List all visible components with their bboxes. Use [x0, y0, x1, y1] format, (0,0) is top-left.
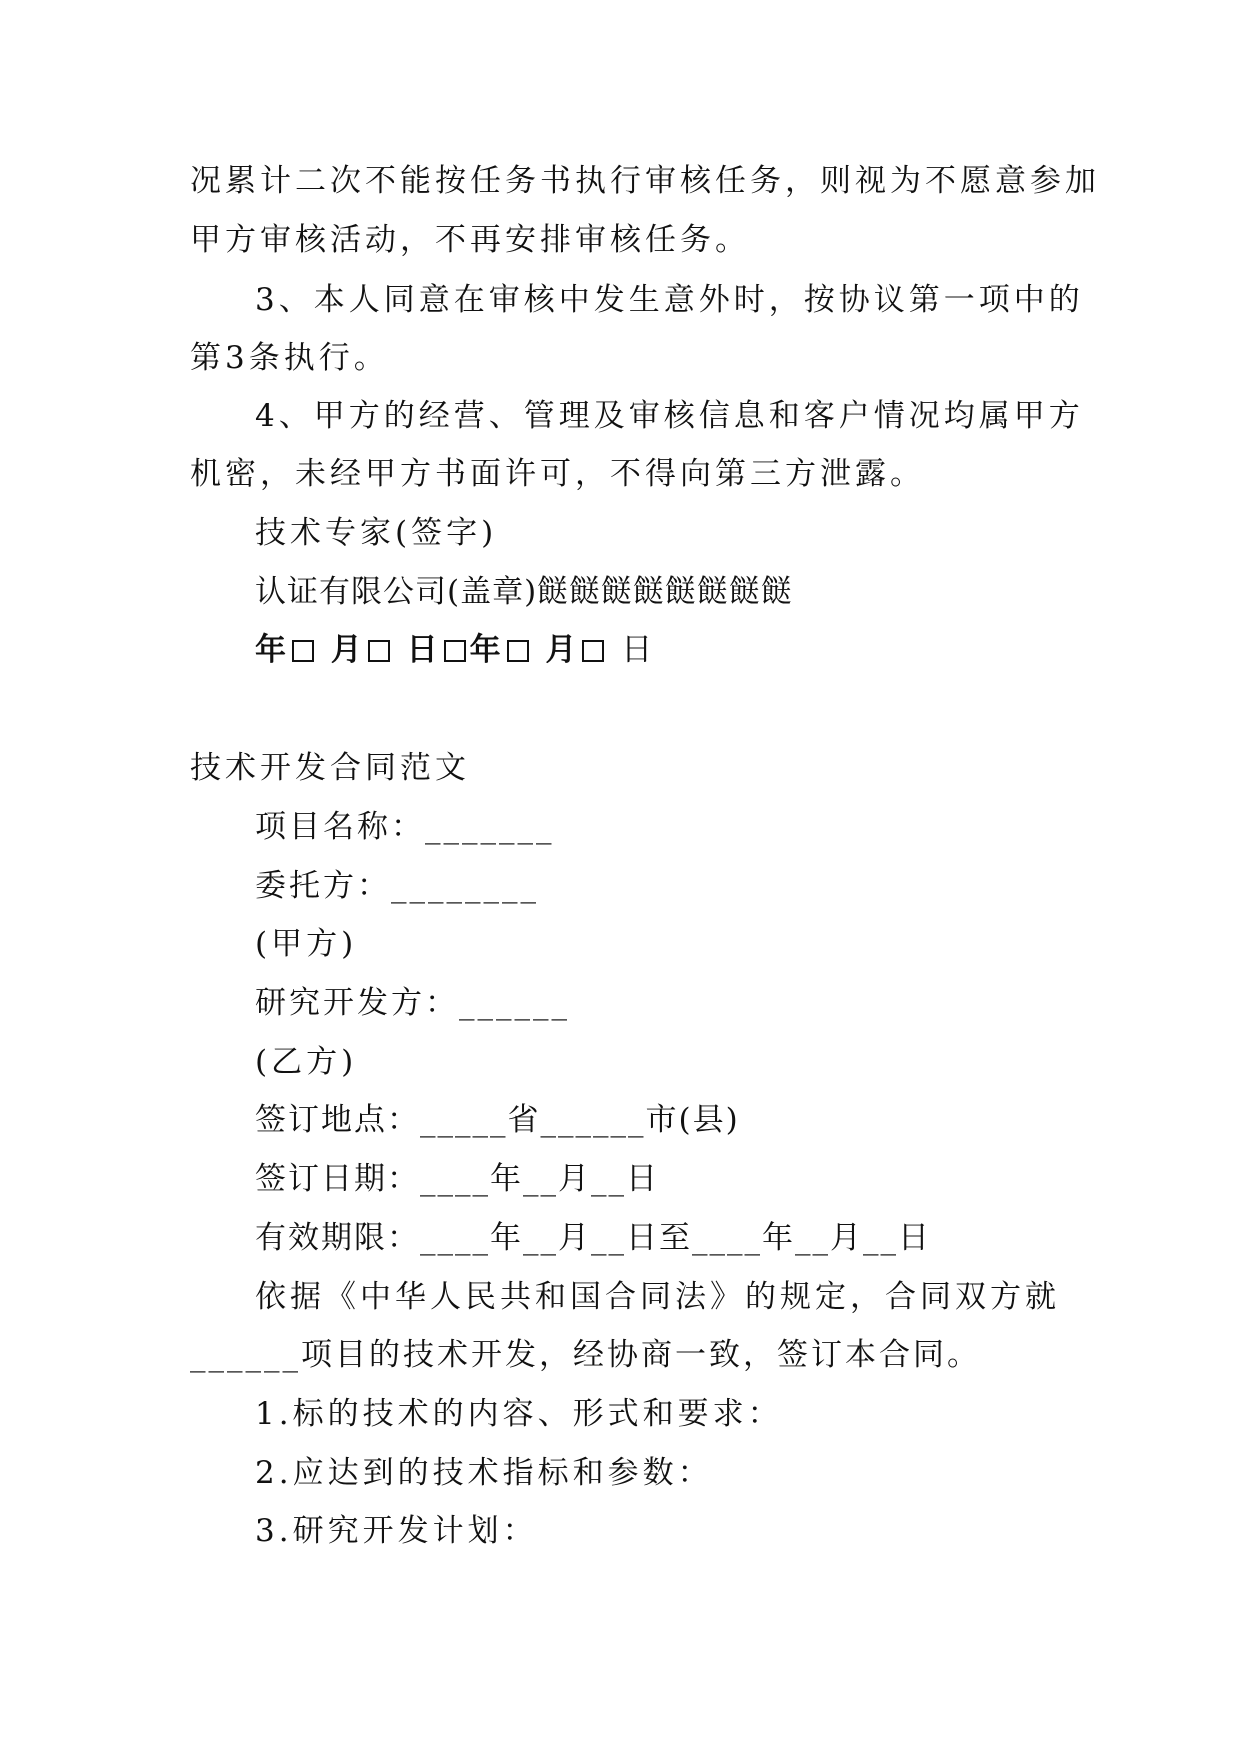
party-a-label: (甲方)	[255, 926, 358, 962]
paragraph-line: 甲方审核活动，不再安排审核任务。	[190, 222, 750, 258]
clause-1: 1.标的技术的内容、形式和要求：	[255, 1396, 783, 1432]
paragraph-line: 第3条执行。	[190, 340, 389, 376]
clause-3: 3.研究开发计划：	[255, 1513, 538, 1549]
paragraph-line: ______项目的技术开发，经协商一致，签订本合同。	[190, 1337, 981, 1373]
blank-box-icon	[582, 640, 604, 662]
paragraph-line: 机密，未经甲方书面许可，不得向第三方泄露。	[190, 456, 925, 492]
blank-box-icon	[368, 640, 390, 662]
party-b-label: (乙方)	[255, 1044, 358, 1080]
paragraph-line: 况累计二次不能按任务书执行审核任务，则视为不愿意参加	[190, 163, 1100, 199]
validity-period-field: 有效期限：____年__月__日至____年__月__日	[255, 1220, 931, 1256]
project-name-field: 项目名称：_______	[255, 809, 555, 845]
seal-label: 认证有限公司(盖章)餸餸餸餸餸餸餸餸	[255, 574, 794, 610]
date-year-1: 年	[255, 632, 288, 668]
blank-box-icon	[444, 640, 466, 662]
signature-label: 技术专家(签字)	[255, 515, 498, 551]
signing-date-field: 签订日期：____年__月__日	[255, 1161, 659, 1197]
blank-box-icon	[507, 640, 529, 662]
date-line	[255, 630, 654, 670]
client-field: 委托方：________	[255, 868, 539, 904]
blank-box-icon	[292, 640, 314, 662]
date-day-2: 日	[621, 632, 655, 668]
date-year-2: 年	[469, 632, 503, 668]
developer-field: 研究开发方：______	[255, 985, 570, 1021]
date-month-2: 月	[545, 632, 579, 668]
date-day-1: 日	[406, 632, 440, 668]
paragraph-line: 4、甲方的经营、管理及审核信息和客户情况均属甲方	[255, 398, 1084, 434]
contract-title: 技术开发合同范文	[190, 750, 470, 786]
paragraph-line: 依据《中华人民共和国合同法》的规定，合同双方就	[255, 1279, 1060, 1315]
date-month-1: 月	[330, 632, 364, 668]
clause-2: 2.应达到的技术指标和参数：	[255, 1455, 713, 1491]
paragraph-line: 3、本人同意在审核中发生意外时，按协议第一项中的	[255, 282, 1084, 318]
signing-place-field: 签订地点：_____省______市(县)	[255, 1102, 740, 1138]
